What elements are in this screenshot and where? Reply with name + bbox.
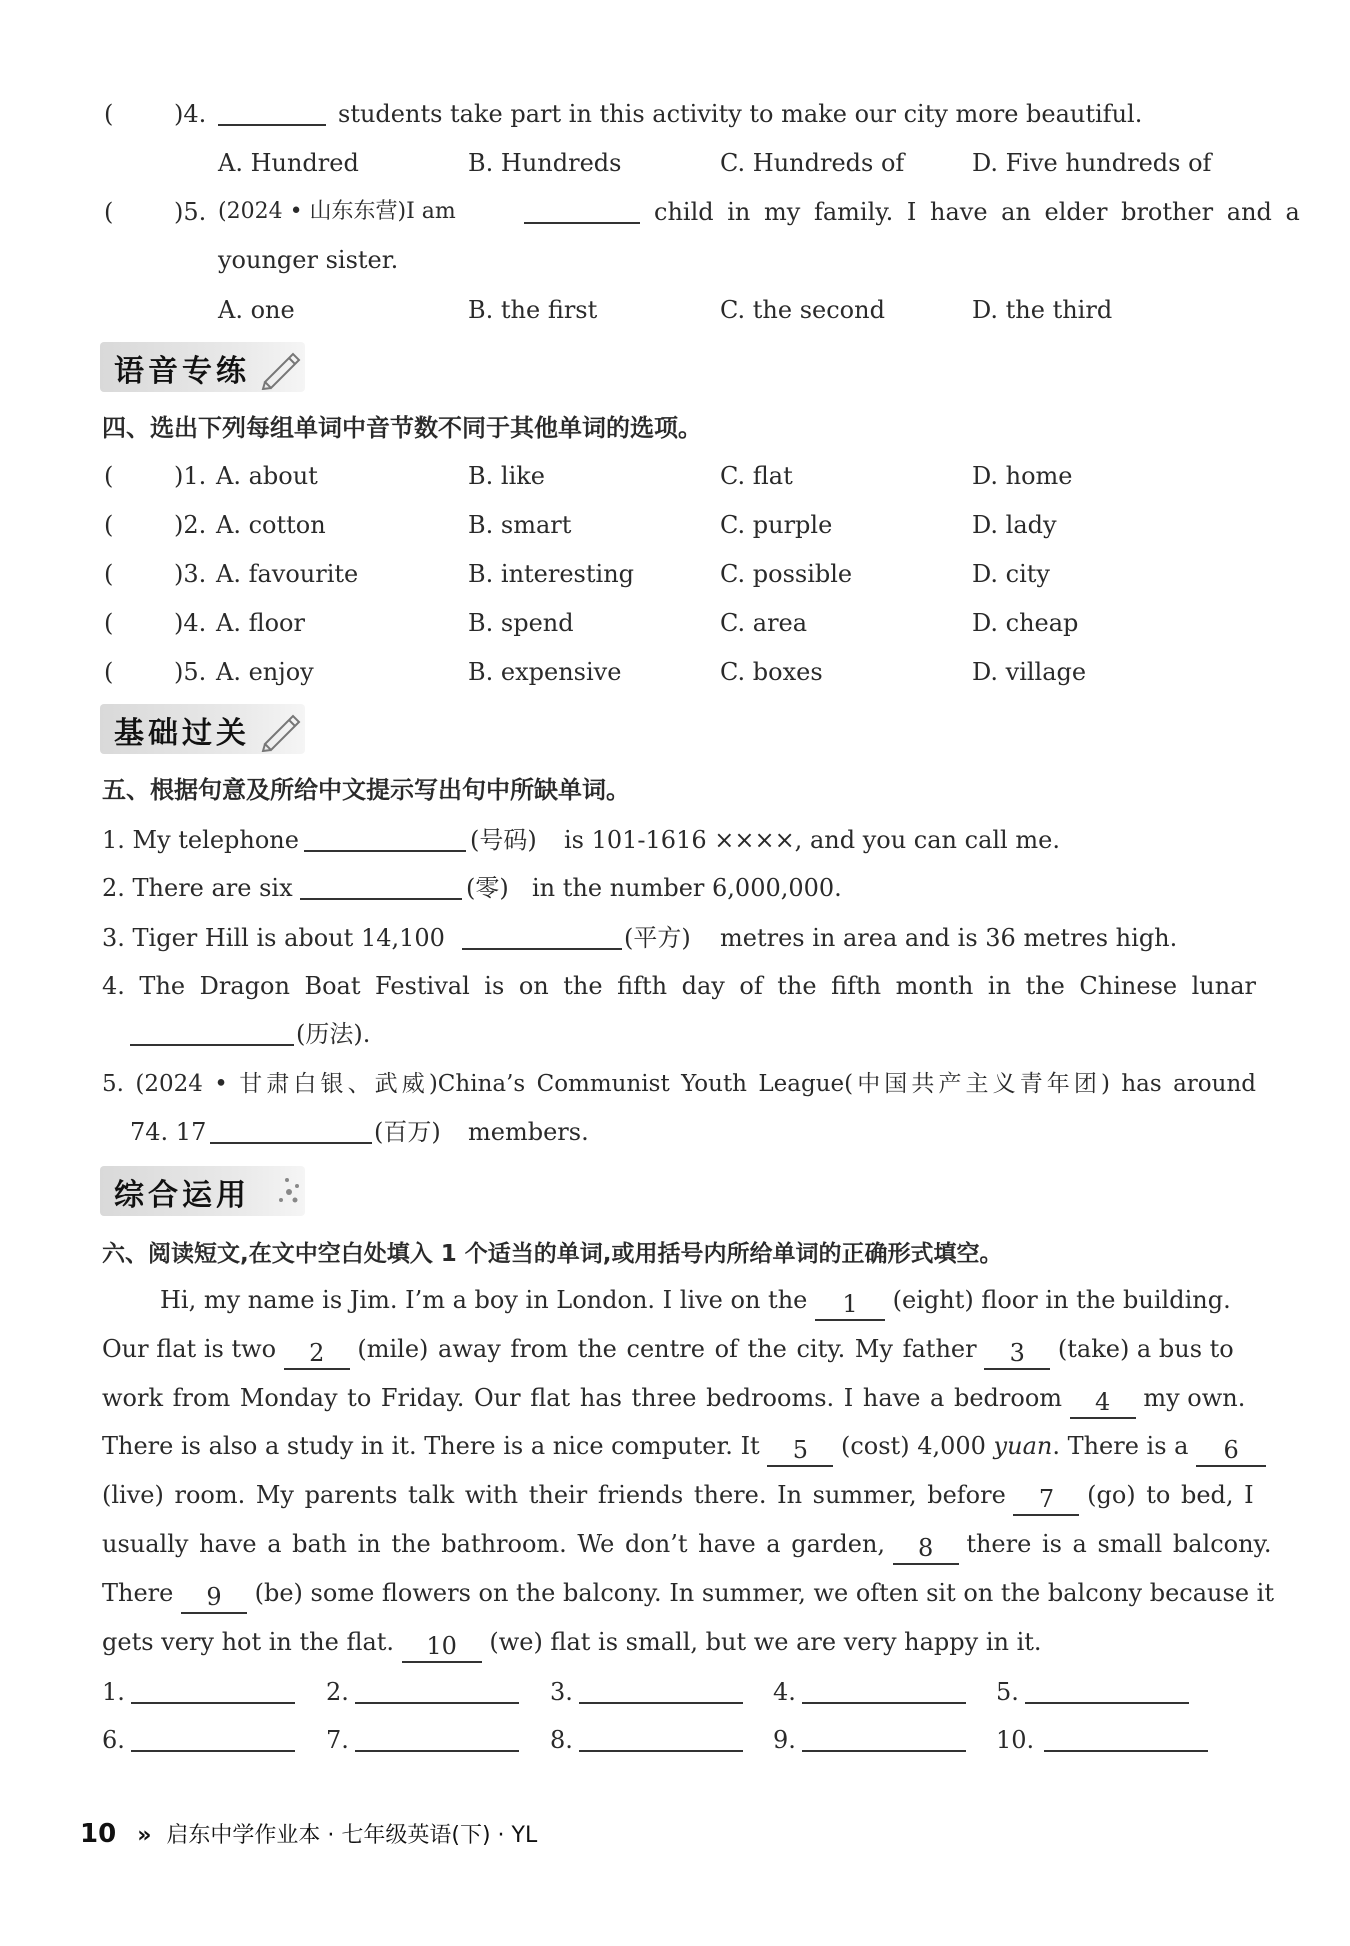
- section-badge-label: 综合运用: [114, 1178, 250, 1213]
- passage-blank[interactable]: 6: [1196, 1435, 1266, 1467]
- answer-label: 10.: [996, 1726, 1035, 1754]
- phonetics-row: [0, 503, 1350, 547]
- item-text: 74. 17: [130, 1118, 207, 1146]
- option-c: C. possible: [720, 560, 853, 588]
- option-b: B. Hundreds: [468, 149, 622, 177]
- passage-text: usually have a bath in the bathroom. We don’t have a garden,: [102, 1530, 886, 1558]
- question-number: )4.: [174, 100, 207, 128]
- star-burst-icon: [259, 1168, 305, 1214]
- option-b: B. like: [468, 462, 545, 490]
- option-a: A. floor: [216, 609, 305, 637]
- question-text: students take part in this activity to make our city more beautiful.: [338, 100, 1143, 128]
- answer-label: 9.: [773, 1726, 796, 1754]
- answer-paren[interactable]: (: [104, 198, 114, 226]
- question-number: )1.: [174, 462, 207, 490]
- mcq-q4-options: [0, 141, 1350, 185]
- section-heading: 四、选出下列每组单词中音节数不同于其他单词的选项。: [102, 414, 702, 442]
- answer-paren[interactable]: (: [104, 462, 114, 490]
- answer-blank[interactable]: [300, 868, 462, 900]
- item-text: metres in area and is 36 metres high.: [720, 924, 1178, 952]
- answer-cell: [996, 1718, 1208, 1762]
- book-title: 启东中学作业本 · 七年级英语(下) · YL: [166, 1823, 538, 1848]
- answer-cell: [102, 1670, 295, 1714]
- fill-item-4: [0, 964, 1350, 1008]
- section-badge-phonetics: [100, 342, 305, 392]
- passage-line-6: [102, 1520, 1272, 1568]
- passage-text: Our flat is two: [102, 1335, 277, 1363]
- passage-text: (live) room. My parents talk with their friends there. In summer, before: [102, 1481, 1006, 1509]
- passage-text: (take) a bus to: [1057, 1335, 1234, 1363]
- passage-text: There: [102, 1579, 174, 1607]
- passage-blank[interactable]: 1: [815, 1289, 885, 1321]
- answer-blank[interactable]: [218, 94, 326, 126]
- option-b: B. smart: [468, 511, 572, 539]
- mcq-q5-options: [0, 288, 1350, 332]
- page-footer: [80, 1818, 537, 1849]
- fill-item-5-cont: [0, 1110, 1350, 1154]
- option-d: D. village: [972, 658, 1087, 686]
- option-d: D. city: [972, 560, 1050, 588]
- passage-line-2: [102, 1325, 1257, 1373]
- option-a: A. enjoy: [216, 658, 314, 686]
- item-text: 3. Tiger Hill is about 14,100: [102, 924, 445, 952]
- passage-text: . There is a: [1052, 1432, 1189, 1460]
- double-chevron-icon: »: [137, 1823, 152, 1848]
- passage-line-1: [102, 1276, 1257, 1324]
- option-a: A. one: [218, 296, 295, 324]
- mcq-q5: [0, 190, 1350, 234]
- answer-paren[interactable]: (: [104, 560, 114, 588]
- question-number: )4.: [174, 609, 207, 637]
- section-heading: 五、根据句意及所给中文提示写出句中所缺单词。: [102, 776, 630, 804]
- passage-blank[interactable]: 2: [284, 1338, 350, 1370]
- answer-blank[interactable]: [131, 1720, 295, 1752]
- answer-label: 7.: [326, 1726, 349, 1754]
- pencil-icon: [259, 344, 305, 390]
- pencil-icon: [259, 706, 305, 752]
- answer-cell: [326, 1718, 519, 1762]
- passage-text: There is also a study in it. There is a nice computer. It: [102, 1432, 760, 1460]
- passage-blank[interactable]: 8: [893, 1533, 959, 1565]
- answer-cell: [773, 1670, 966, 1714]
- passage-blank[interactable]: 9: [181, 1582, 247, 1614]
- answer-cell: [550, 1670, 743, 1714]
- fill-item-4-cont: [0, 1012, 1350, 1056]
- answer-cell: [550, 1718, 743, 1762]
- chinese-hint: (号码): [470, 826, 537, 854]
- answer-blank[interactable]: [802, 1720, 966, 1752]
- question-number: )3.: [174, 560, 207, 588]
- answer-paren[interactable]: (: [104, 511, 114, 539]
- answer-paren[interactable]: (: [104, 658, 114, 686]
- passage-blank[interactable]: 7: [1013, 1484, 1079, 1516]
- option-d: D. Five hundreds of: [972, 149, 1212, 177]
- passage-text: (go) to bed, I: [1087, 1481, 1254, 1509]
- item-text: 5. (2024 • 甘肃白银、武威)China’s Communist Youth League(中国共产主义青年团) has around: [102, 1071, 1256, 1097]
- item-text: 2. There are six: [102, 874, 293, 902]
- answer-blank[interactable]: [579, 1720, 743, 1752]
- question-number: )2.: [174, 511, 207, 539]
- option-a: A. favourite: [216, 560, 359, 588]
- chinese-hint: (历法).: [296, 1020, 371, 1048]
- option-a: A. Hundred: [218, 149, 359, 177]
- passage-text: (mile) away from the centre of the city. My father: [357, 1335, 977, 1363]
- option-b: B. expensive: [468, 658, 622, 686]
- option-c: C. boxes: [720, 658, 823, 686]
- answer-label: 2.: [326, 1678, 349, 1706]
- passage-blank[interactable]: 10: [402, 1631, 482, 1663]
- page-number: 10: [80, 1819, 117, 1849]
- fill-item-2: [0, 866, 1350, 910]
- answer-blank[interactable]: [524, 192, 640, 224]
- chinese-hint: (平方): [624, 924, 691, 952]
- answer-blank[interactable]: [579, 1672, 743, 1704]
- answer-cell: [102, 1718, 295, 1762]
- answer-blank[interactable]: [1025, 1672, 1189, 1704]
- answer-label: 3.: [550, 1678, 573, 1706]
- passage-text: (be) some flowers on the balcony. In summer, we often sit on the balcony because it: [254, 1579, 1274, 1607]
- answer-label: 5.: [996, 1678, 1019, 1706]
- item-text: members.: [468, 1118, 589, 1146]
- answer-cell: [996, 1670, 1189, 1714]
- option-b: B. spend: [468, 609, 574, 637]
- passage-text: work from Monday to Friday. Our flat has three bedrooms. I have a bedroom: [102, 1384, 1063, 1412]
- option-c: C. purple: [720, 511, 833, 539]
- question-source: (2024 • 山东东营)I am: [218, 199, 456, 224]
- option-c: C. the second: [720, 296, 885, 324]
- question-number: )5.: [174, 198, 207, 226]
- chinese-hint: (零): [466, 874, 509, 902]
- answer-label: 8.: [550, 1726, 573, 1754]
- option-b: B. the first: [468, 296, 598, 324]
- answer-cell: [326, 1670, 519, 1714]
- fill-item-1: [0, 818, 1350, 862]
- option-c: C. flat: [720, 462, 793, 490]
- passage-text: (cost) 4,000: [840, 1432, 986, 1460]
- passage-text: (eight) floor in the building.: [892, 1286, 1231, 1314]
- answer-blank[interactable]: [304, 820, 466, 852]
- phonetics-row: [0, 454, 1350, 498]
- answer-blank[interactable]: [1044, 1720, 1208, 1752]
- passage-text: there is a small balcony.: [966, 1530, 1272, 1558]
- answer-label: 4.: [773, 1678, 796, 1706]
- passage-text-italic: yuan: [993, 1432, 1053, 1460]
- fill-item-3: [0, 916, 1350, 960]
- passage-text: my own.: [1143, 1384, 1246, 1412]
- option-c: C. area: [720, 609, 808, 637]
- phonetics-row: [0, 601, 1350, 645]
- mcq-q5-cont: [0, 238, 1350, 282]
- option-a: A. about: [216, 462, 318, 490]
- mcq-q4: [0, 92, 1350, 136]
- passage-text: (we) flat is small, but we are very happy in it.: [489, 1628, 1042, 1656]
- passage-blank[interactable]: 3: [984, 1338, 1050, 1370]
- section-badge-applied: [100, 1166, 305, 1216]
- passage-line-4: [102, 1422, 1257, 1470]
- section-heading: 六、阅读短文,在文中空白处填入 1 个适当的单词,或用括号内所给单词的正确形式填空。: [102, 1241, 1003, 1267]
- question-text: child in my family. I have an elder brother and a: [654, 198, 1300, 226]
- question-text-cont: younger sister.: [218, 246, 399, 274]
- answer-blank[interactable]: [462, 918, 622, 950]
- answer-label: 6.: [102, 1726, 125, 1754]
- answer-cell: [773, 1718, 966, 1762]
- answer-paren[interactable]: (: [104, 609, 114, 637]
- item-text: 1. My telephone: [102, 826, 299, 854]
- answer-blank[interactable]: [802, 1672, 966, 1704]
- phonetics-row: [0, 650, 1350, 694]
- passage-line-7: [102, 1569, 1274, 1617]
- answer-blank[interactable]: [131, 1672, 295, 1704]
- passage-text: gets very hot in the flat.: [102, 1628, 395, 1656]
- section-badge-basics: [100, 704, 305, 754]
- phonetics-row: [0, 552, 1350, 596]
- answer-blank[interactable]: [210, 1112, 372, 1144]
- question-number: )5.: [174, 658, 207, 686]
- passage-text: Hi, my name is Jim. I’m a boy in London. I live on the: [160, 1286, 808, 1314]
- option-d: D. home: [972, 462, 1073, 490]
- passage-blank[interactable]: 5: [767, 1435, 833, 1467]
- passage-blank[interactable]: 4: [1070, 1387, 1136, 1419]
- passage-line-3: [102, 1374, 1257, 1422]
- option-d: D. cheap: [972, 609, 1079, 637]
- answer-blank[interactable]: [355, 1720, 519, 1752]
- passage-line-5: [102, 1471, 1257, 1519]
- option-b: B. interesting: [468, 560, 635, 588]
- passage-line-8: [102, 1618, 1257, 1666]
- section-badge-label: 语音专练: [114, 354, 250, 389]
- fill-item-5: [0, 1062, 1350, 1106]
- item-text: in the number 6,000,000.: [532, 874, 842, 902]
- option-c: C. Hundreds of: [720, 149, 905, 177]
- item-text: is 101-1616 ××××, and you can call me.: [564, 826, 1060, 854]
- answer-blank[interactable]: [355, 1672, 519, 1704]
- section-badge-label: 基础过关: [114, 716, 250, 751]
- option-d: D. lady: [972, 511, 1057, 539]
- item-text: 4. The Dragon Boat Festival is on the fifth day of the fifth month in the Chinese lunar: [102, 972, 1256, 1000]
- answer-blank[interactable]: [130, 1014, 294, 1046]
- answer-label: 1.: [102, 1678, 125, 1706]
- chinese-hint: (百万): [374, 1118, 441, 1146]
- option-a: A. cotton: [216, 511, 326, 539]
- answer-paren[interactable]: (: [104, 100, 114, 128]
- option-d: D. the third: [972, 296, 1113, 324]
